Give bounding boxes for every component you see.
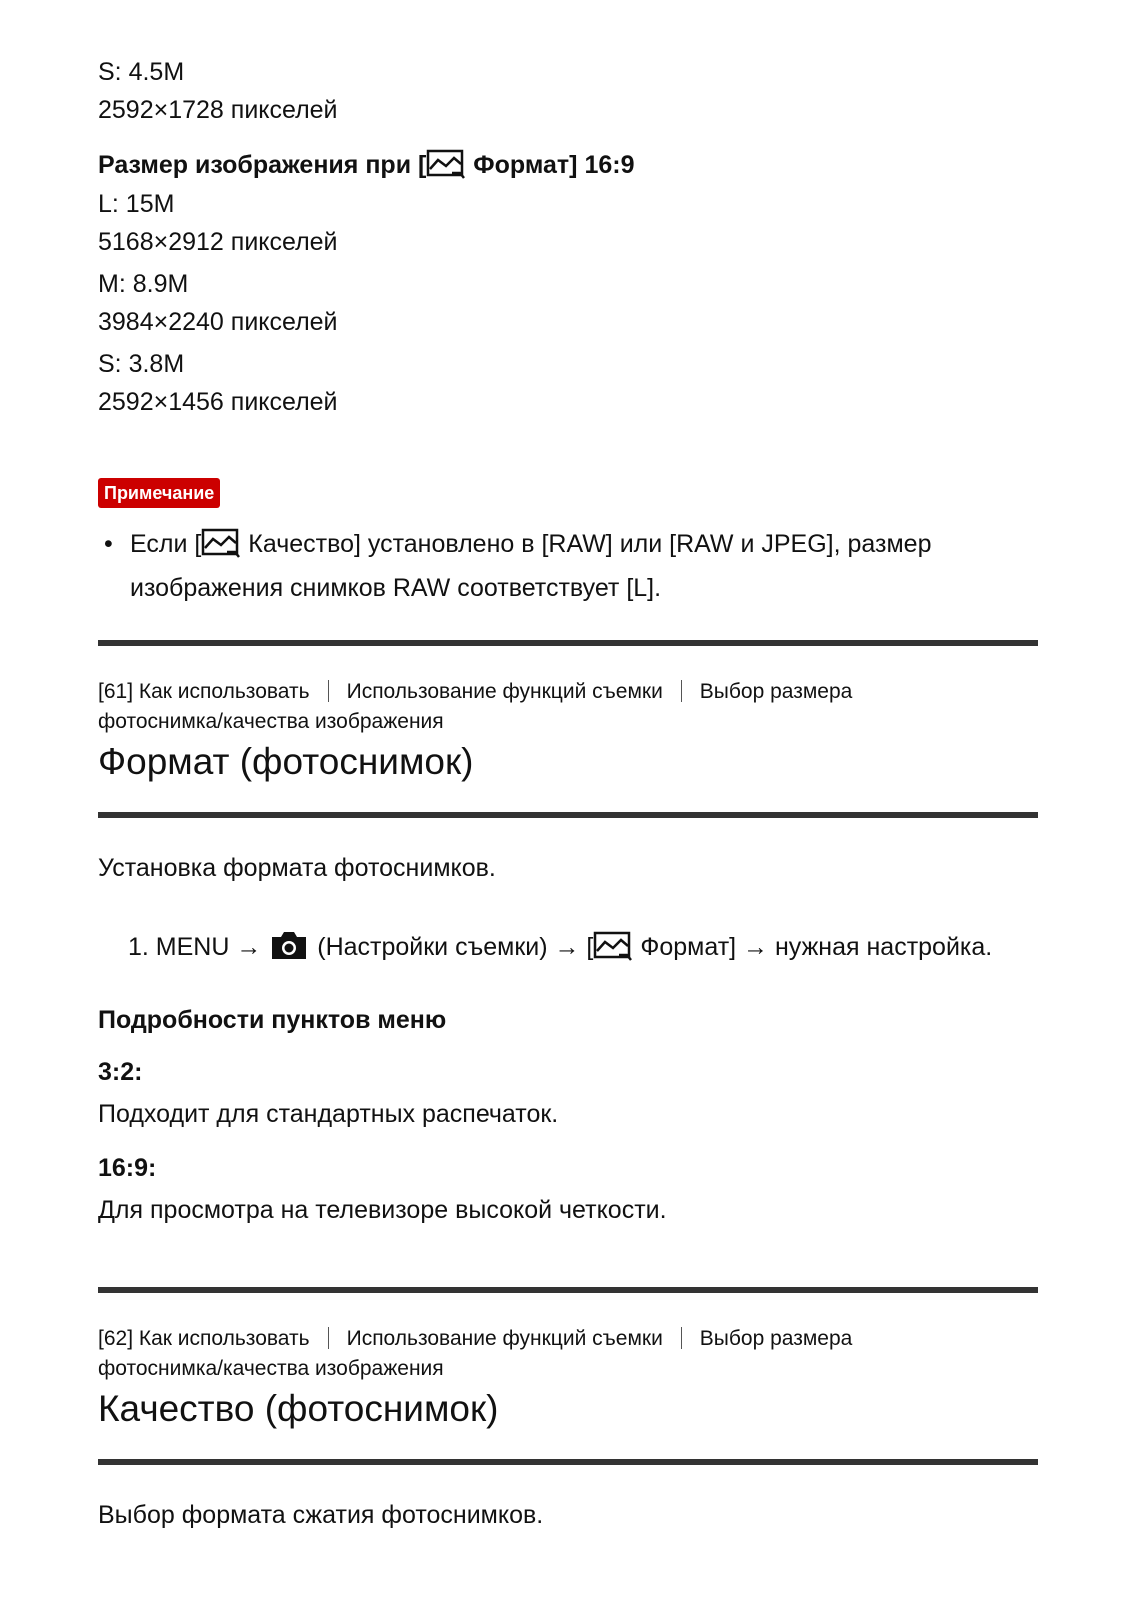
section-divider — [98, 1459, 1038, 1465]
camera-icon — [268, 929, 310, 968]
note-item: • Если [ Качество] установлено в [RAW] или [RAW и JPEG], размер изображения снимков RAW соответствует [L]. — [130, 525, 931, 607]
breadcrumb-link[interactable]: [61] Как использовать — [98, 680, 310, 703]
still-image-icon — [201, 528, 241, 569]
breadcrumb-link[interactable]: Использование функций съемки — [346, 1327, 663, 1350]
breadcrumb-link[interactable]: Использование функций съемки — [346, 680, 663, 703]
section-intro: Установка формата фотоснимков. — [98, 854, 496, 882]
size-s2-pixels: 2592×1456 пикселей — [98, 388, 338, 416]
breadcrumb-link[interactable]: [62] Как использовать — [98, 1327, 310, 1350]
breadcrumb-separator — [328, 680, 329, 702]
breadcrumb-separator — [328, 1327, 329, 1349]
menu-step: 1. MENU → (Настройки съемки) → [ Формат] → нужная настройка. — [128, 929, 992, 968]
page-title: Качество (фотоснимок) — [98, 1388, 499, 1429]
breadcrumb-continued[interactable]: фотоснимка/качества изображения — [98, 1357, 444, 1380]
size-l-label: L: 15M — [98, 190, 175, 218]
section-divider — [98, 1287, 1038, 1293]
note-list — [98, 525, 931, 607]
note-badge: Примечание — [98, 478, 220, 508]
item-label: 3:2: — [98, 1058, 143, 1086]
item-label: 16:9: — [98, 1154, 157, 1182]
breadcrumb-separator — [681, 1327, 682, 1349]
size-l-pixels: 5168×2912 пикселей — [98, 228, 338, 256]
still-image-icon — [426, 149, 466, 186]
size-m-pixels: 3984×2240 пикселей — [98, 308, 338, 336]
page-title: Формат (фотоснимок) — [98, 741, 474, 782]
breadcrumb-separator — [681, 680, 682, 702]
section-divider — [98, 640, 1038, 646]
size-s-label: S: 4.5M — [98, 58, 185, 86]
breadcrumb-link[interactable]: Выбор размера — [699, 680, 853, 703]
menu-details-heading: Подробности пунктов меню — [98, 1006, 447, 1034]
item-description: Подходит для стандартных распечаток. — [98, 1100, 559, 1128]
breadcrumb — [98, 677, 852, 707]
size-m-label: M: 8.9M — [98, 270, 189, 298]
still-image-icon — [593, 931, 633, 968]
heading-image-size-16-9: Размер изображения при [ Формат] 16:9 — [98, 149, 634, 186]
section-intro: Выбор формата сжатия фотоснимков. — [98, 1501, 544, 1529]
item-description: Для просмотра на телевизоре высокой четкости. — [98, 1196, 667, 1224]
breadcrumb-continued[interactable]: фотоснимка/качества изображения — [98, 710, 444, 733]
breadcrumb-link[interactable]: Выбор размера — [699, 1327, 853, 1350]
breadcrumb — [98, 1324, 852, 1354]
size-s-pixels: 2592×1728 пикселей — [98, 96, 338, 124]
section-divider — [98, 812, 1038, 818]
size-s2-label: S: 3.8M — [98, 350, 185, 378]
